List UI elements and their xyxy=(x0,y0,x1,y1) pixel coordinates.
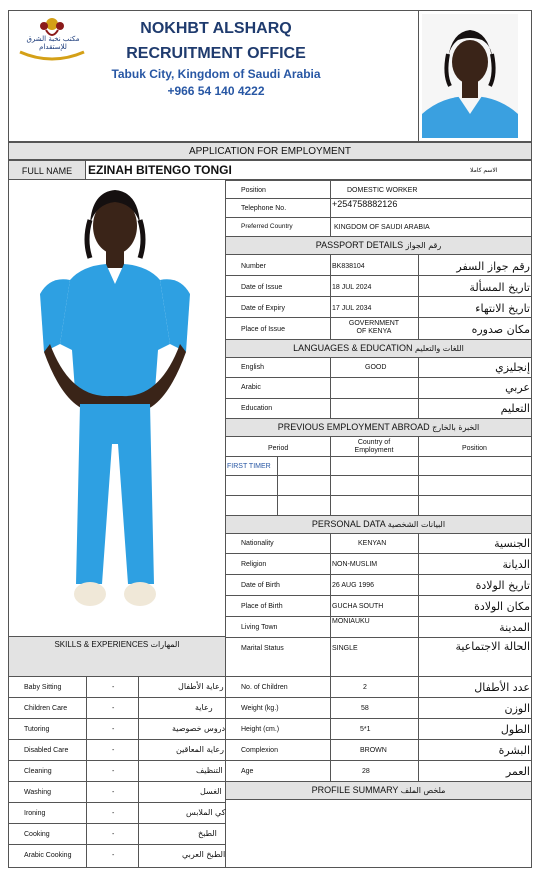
weight-ar: الوزن xyxy=(504,702,530,715)
skill-washing-ar: الغسل xyxy=(200,787,222,796)
skill-tutoring-ar: دروس خصوصية xyxy=(172,724,226,733)
full-name-value: EZINAH BITENGO TONGI xyxy=(88,163,232,177)
living-town-label: Living Town xyxy=(241,624,278,631)
skill-tutoring: Tutoring xyxy=(24,726,50,733)
nationality-ar: الجنسية xyxy=(494,537,530,550)
nationality-label: Nationality xyxy=(241,540,274,547)
skills-section-title: SKILLS & EXPERIENCES المهارات xyxy=(54,640,180,649)
col-period: Period xyxy=(268,445,289,452)
skill-ironing-value: - xyxy=(112,810,115,817)
skill-children-care-ar: رعاية xyxy=(195,703,213,712)
religion-label: Religion xyxy=(241,561,267,568)
skill-baby-sitting-value: - xyxy=(112,684,115,691)
arabic-ar: عربي xyxy=(505,381,530,394)
marital-status-ar: الحالة الاجتماعية xyxy=(455,640,530,653)
languages-section-title: LANGUAGES & EDUCATION اللغات والتعليم xyxy=(293,343,464,353)
skill-washing-value: - xyxy=(112,789,115,796)
skill-disabled-care: Disabled Care xyxy=(24,747,69,754)
skill-cleaning-value: - xyxy=(112,768,115,775)
living-town-value: MONIAUKU xyxy=(332,618,370,625)
children-label: No. of Children xyxy=(241,684,288,691)
first-timer-text: FIRST TIMER xyxy=(227,463,271,470)
full-body-photo xyxy=(30,184,200,634)
age-ar: العمر xyxy=(505,765,530,778)
full-name-label-ar: الاسم كاملا xyxy=(470,167,498,174)
col-country: Country of Employment xyxy=(354,439,394,455)
position-label: Position xyxy=(241,187,266,194)
skill-baby-sitting-ar: رعاية الأطفال xyxy=(178,682,224,691)
weight-label: Weight (kg.) xyxy=(241,705,279,712)
religion-ar: الديانة xyxy=(502,558,530,571)
arabic-label: Arabic xyxy=(241,384,261,391)
height-value: 5*1 xyxy=(360,726,371,733)
previous-employment-title: PREVIOUS EMPLOYMENT ABROAD الخبرة بالخارج xyxy=(277,422,480,432)
position-value: DOMESTIC WORKER xyxy=(347,187,418,194)
passport-number-value: BK838104 xyxy=(332,263,365,270)
complexion-label: Complexion xyxy=(241,747,278,754)
headshot-photo xyxy=(422,14,518,138)
skill-cooking-value: - xyxy=(112,831,115,838)
living-town-ar: المدينة xyxy=(499,621,530,634)
age-value: 28 xyxy=(362,768,370,775)
telephone-value: +254758882126 xyxy=(332,199,398,209)
skill-arabic-cooking-value: - xyxy=(112,852,115,859)
logo-text: مكتب نخبة الشرق للإستقدام xyxy=(26,35,80,51)
skill-cleaning-ar: التنظيف xyxy=(196,766,223,775)
skill-disabled-care-value: - xyxy=(112,747,115,754)
place-of-birth-ar: مكان الولادة xyxy=(474,600,530,613)
english-ar: إنجليزي xyxy=(495,361,530,374)
skill-cleaning: Cleaning xyxy=(24,768,52,775)
preferred-country-label: Preferred Country xyxy=(241,223,293,230)
english-value: GOOD xyxy=(365,364,387,371)
skill-cooking: Cooking xyxy=(24,831,50,838)
age-label: Age xyxy=(241,768,254,775)
religion-value: NON-MUSLIM xyxy=(332,561,378,568)
height-ar: الطول xyxy=(500,723,530,736)
education-label: Education xyxy=(241,405,273,412)
skill-arabic-cooking-ar: الطبخ العربي xyxy=(182,850,226,859)
english-label: English xyxy=(241,364,264,371)
skill-ironing: Ironing xyxy=(24,810,46,817)
skill-baby-sitting: Baby Sitting xyxy=(24,684,62,691)
weight-value: 58 xyxy=(361,705,369,712)
skill-children-care: Children Care xyxy=(24,705,68,712)
place-of-issue-value: GOVERNMENT OF KENYA xyxy=(348,320,400,336)
date-of-birth-label: Date of Birth xyxy=(241,582,280,589)
date-of-expiry-value: 17 JUL 2034 xyxy=(332,305,372,312)
company-subtitle: RECRUITMENT OFFICE xyxy=(126,45,306,62)
children-value: 2 xyxy=(363,684,367,691)
place-of-issue-ar: مكان صدوره xyxy=(471,323,530,336)
company-name: NOKHBT ALSHARQ xyxy=(140,20,292,37)
complexion-ar: البشرة xyxy=(498,744,530,757)
education-ar: التعليم xyxy=(500,402,530,415)
skill-ironing-ar: كي الملابس xyxy=(186,808,226,817)
place-of-issue-label: Place of Issue xyxy=(241,326,285,333)
height-label: Height (cm.) xyxy=(241,726,280,733)
date-of-expiry-ar: تاريخ الانتهاء xyxy=(475,302,530,315)
skill-tutoring-value: - xyxy=(112,726,115,733)
marital-status-value: SINGLE xyxy=(332,645,358,652)
passport-number-label: Number xyxy=(241,263,266,270)
date-of-birth-value: 26 AUG 1996 xyxy=(332,582,375,589)
complexion-value: BROWN xyxy=(360,747,387,754)
place-of-birth-value: GUCHA SOUTH xyxy=(332,603,384,610)
date-of-issue-label: Date of Issue xyxy=(241,284,283,291)
company-logo xyxy=(12,14,92,64)
preferred-country-value: KINGDOM OF SAUDI ARABIA xyxy=(334,224,430,231)
place-of-birth-label: Place of Birth xyxy=(241,603,283,610)
company-phone: +966 54 140 4222 xyxy=(167,84,265,98)
skill-children-care-value: - xyxy=(112,705,115,712)
full-name-label: FULL NAME xyxy=(21,166,73,176)
date-of-issue-ar: تاريخ المسألة xyxy=(469,281,530,294)
skill-disabled-care-ar: رعاية المعاقين xyxy=(176,745,225,754)
date-of-issue-value: 18 JUL 2024 xyxy=(332,284,372,291)
passport-number-ar: رقم جواز السفر xyxy=(456,260,530,273)
col-position: Position xyxy=(462,445,487,452)
passport-section-title: PASSPORT DETAILS رقم الجواز xyxy=(315,240,442,250)
personal-data-title: PERSONAL DATA البيانات الشخصية xyxy=(311,519,446,529)
company-location: Tabuk City, Kingdom of Saudi Arabia xyxy=(111,67,321,81)
skill-cooking-ar: الطبخ xyxy=(198,829,217,838)
application-title: APPLICATION FOR EMPLOYMENT xyxy=(188,146,352,157)
skill-arabic-cooking: Arabic Cooking xyxy=(24,852,72,859)
marital-status-label: Marital Status xyxy=(241,645,284,652)
telephone-label: Telephone No. xyxy=(241,205,287,212)
skill-washing: Washing xyxy=(24,789,51,796)
children-ar: عدد الأطفال xyxy=(474,681,530,694)
date-of-birth-ar: تاريخ الولادة xyxy=(475,579,530,592)
date-of-expiry-label: Date of Expiry xyxy=(241,305,285,312)
nationality-value: KENYAN xyxy=(358,540,387,547)
profile-summary-title: PROFILE SUMMARY ملخص الملف xyxy=(311,785,446,795)
